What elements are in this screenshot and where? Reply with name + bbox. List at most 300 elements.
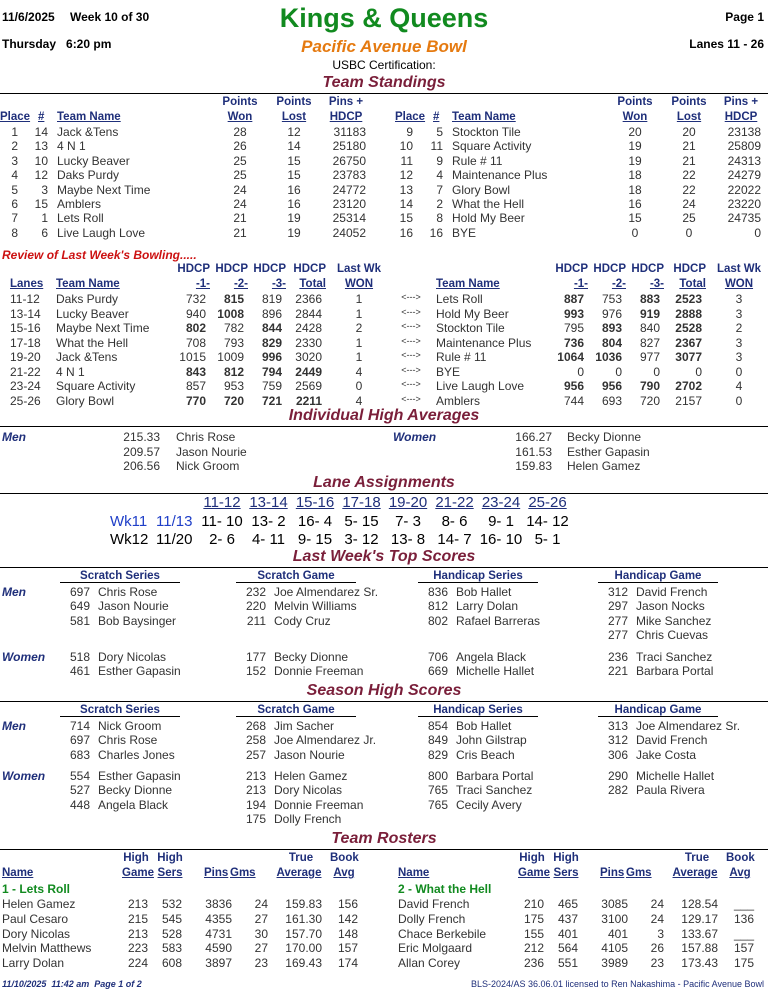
roster-games: 27 bbox=[254, 911, 268, 926]
header-book-average: Avg bbox=[729, 867, 751, 879]
standing-points-won: 18 bbox=[628, 182, 642, 197]
score-bowler-name: Bob Hallet bbox=[456, 585, 512, 599]
standing-team-name: Lucky Beaver bbox=[57, 153, 130, 168]
standing-team-number: 1 bbox=[41, 211, 48, 226]
standing-team-name: Square Activity bbox=[452, 139, 532, 154]
page-number: Page 1 bbox=[725, 10, 764, 24]
lane-assignment: 11- 10 bbox=[201, 513, 243, 530]
header-hdcp: HDCP bbox=[253, 263, 286, 275]
divider bbox=[0, 701, 768, 702]
versus-arrow: <---> bbox=[401, 292, 421, 302]
report-date: 11/6/2025 bbox=[2, 10, 55, 24]
score-bowler-name: Rafael Barreras bbox=[456, 613, 541, 628]
standing-points-lost: 21 bbox=[682, 139, 696, 154]
standing-team-number: 9 bbox=[436, 153, 443, 168]
standing-points-lost: 16 bbox=[287, 197, 301, 211]
score-value: 213 bbox=[245, 783, 266, 798]
header-number: # bbox=[433, 111, 440, 123]
review-score: 744 bbox=[563, 393, 584, 408]
average-bowler-name: Chris Rose bbox=[176, 430, 236, 444]
header-hdcp: HDCP bbox=[593, 263, 626, 275]
standing-points-lost: 16 bbox=[287, 182, 301, 197]
roster-bowler-name: Larry Dolan bbox=[2, 956, 65, 971]
score-bowler-name: Cecily Avery bbox=[456, 797, 522, 812]
roster-bowler-name: Helen Gamez bbox=[2, 897, 76, 911]
score-category-header: Scratch Series bbox=[60, 704, 180, 717]
review-score: 1036 bbox=[595, 350, 622, 364]
score-value: 152 bbox=[245, 664, 266, 679]
review-score: 829 bbox=[261, 335, 282, 350]
roster-pins: 3989 bbox=[601, 956, 628, 971]
review-won: 4 bbox=[735, 379, 743, 393]
roster-true-average: 129.17 bbox=[681, 911, 718, 926]
roster-games: 23 bbox=[254, 956, 268, 971]
review-score: 720 bbox=[639, 393, 660, 408]
review-won: 0 bbox=[735, 393, 743, 408]
roster-bowler-name: Chace Berkebile bbox=[398, 926, 487, 941]
header-points-lost: Lost bbox=[676, 111, 702, 123]
versus-arrow: <---> bbox=[401, 364, 421, 375]
lane-assignment: 8- 6 bbox=[441, 513, 468, 530]
header-high-series: High bbox=[157, 852, 183, 864]
review-score: 782 bbox=[223, 321, 244, 335]
review-score: 1015 bbox=[179, 350, 206, 364]
lane-pair-header: 21-22 bbox=[435, 494, 474, 511]
lane-assignment: 14- 7 bbox=[437, 531, 472, 548]
score-bowler-name: Chris Rose bbox=[98, 733, 158, 748]
score-bowler-name: Traci Sanchez bbox=[456, 783, 533, 798]
standing-place: 14 bbox=[399, 197, 413, 211]
divider bbox=[0, 426, 768, 427]
header-points-lost: Lost bbox=[281, 111, 307, 123]
review-score: 2528 bbox=[675, 321, 702, 335]
league-name: Kings & Queens bbox=[279, 3, 489, 33]
header-book-average: Avg bbox=[333, 867, 355, 879]
score-value: 290 bbox=[607, 769, 628, 783]
review-won: 1 bbox=[355, 350, 363, 364]
roster-pins: 4105 bbox=[601, 941, 628, 956]
standing-points-won: 16 bbox=[628, 197, 642, 211]
lane-assignment: 5- 1 bbox=[534, 531, 561, 548]
review-score: 2211 bbox=[295, 393, 322, 408]
lane-assignment: 2- 6 bbox=[209, 531, 235, 548]
score-bowler-name: Dolly French bbox=[274, 811, 342, 826]
standing-team-number: 16 bbox=[429, 225, 443, 240]
score-value: 554 bbox=[69, 769, 90, 783]
average-value: 159.83 bbox=[515, 459, 552, 473]
review-score: 953 bbox=[223, 379, 244, 393]
score-value: 518 bbox=[69, 650, 90, 664]
score-value: 297 bbox=[607, 599, 628, 614]
review-score: 736 bbox=[563, 335, 584, 350]
standing-points-won: 0 bbox=[631, 225, 639, 240]
review-team-name: Daks Purdy bbox=[56, 292, 119, 306]
header-pins-hdcp: HDCP bbox=[724, 111, 758, 123]
roster-high-game: 175 bbox=[523, 911, 544, 926]
standing-place: 7 bbox=[11, 211, 18, 226]
standing-pins-hdcp: 24052 bbox=[332, 225, 366, 240]
standing-pins-hdcp: 24735 bbox=[727, 211, 761, 226]
standing-team-name: Stockton Tile bbox=[452, 125, 521, 139]
score-value: 277 bbox=[607, 613, 628, 628]
lane-pair-header: 23-24 bbox=[481, 494, 521, 511]
women-label: Women bbox=[2, 650, 46, 664]
score-category-header: Scratch Series bbox=[60, 570, 180, 583]
roster-high-game: 213 bbox=[127, 897, 148, 911]
review-team-name: Maybe Next Time bbox=[56, 321, 150, 335]
review-score: 759 bbox=[261, 379, 282, 393]
score-bowler-name: Barbara Portal bbox=[456, 769, 534, 783]
roster-games: 26 bbox=[650, 941, 664, 956]
score-bowler-name: Jason Nourie bbox=[274, 747, 345, 762]
header-team-name: Team Name bbox=[57, 111, 121, 123]
standing-team-number: 11 bbox=[430, 139, 443, 154]
standing-points-lost: 15 bbox=[287, 168, 301, 183]
standing-team-number: 7 bbox=[436, 182, 443, 197]
standing-points-won: 24 bbox=[233, 182, 247, 197]
standing-team-number: 15 bbox=[34, 197, 48, 211]
roster-true-average: 128.54 bbox=[681, 897, 718, 911]
score-value: 268 bbox=[245, 719, 266, 733]
review-score: 919 bbox=[639, 306, 660, 321]
score-value: 697 bbox=[69, 585, 90, 599]
score-value: 282 bbox=[607, 783, 628, 798]
score-bowler-name: Joe Almendarez Sr. bbox=[274, 585, 379, 599]
header-points-lost: Points bbox=[276, 96, 312, 108]
review-team-name: Rule # 11 bbox=[436, 350, 487, 364]
standing-place: 2 bbox=[11, 139, 18, 154]
header-high-series: Sers bbox=[553, 867, 579, 879]
week-date: 11/20 bbox=[156, 531, 193, 548]
header-hdcp: -3- bbox=[649, 278, 664, 290]
standing-points-won: 19 bbox=[628, 139, 642, 154]
standing-team-name: Hold My Beer bbox=[452, 211, 525, 226]
roster-high-series: 551 bbox=[557, 956, 578, 971]
review-score: 804 bbox=[601, 335, 622, 350]
score-value: 854 bbox=[427, 719, 448, 733]
header-games: Gms bbox=[230, 867, 256, 879]
score-value: 649 bbox=[69, 599, 90, 614]
review-score: 996 bbox=[261, 350, 282, 364]
review-won: 2 bbox=[735, 321, 743, 335]
roster-true-average: 161.30 bbox=[285, 911, 322, 926]
score-value: 213 bbox=[245, 769, 266, 783]
roster-book-average: 148 bbox=[337, 926, 358, 941]
lane-pair-header: 19-20 bbox=[388, 494, 428, 511]
review-lanes: 23-24 bbox=[10, 379, 41, 393]
roster-games: 24 bbox=[650, 911, 664, 926]
score-value: 527 bbox=[69, 783, 90, 798]
lane-pair-header: 17-18 bbox=[342, 494, 381, 511]
standing-points-won: 25 bbox=[233, 153, 247, 168]
men-label: Men bbox=[2, 430, 26, 444]
review-score: 827 bbox=[639, 335, 660, 350]
score-bowler-name: Larry Dolan bbox=[456, 599, 519, 614]
standing-place: 6 bbox=[11, 197, 18, 211]
standing-pins-hdcp: 23783 bbox=[332, 168, 366, 183]
standing-team-name: Maintenance Plus bbox=[452, 168, 548, 183]
header-points-won: Points bbox=[222, 96, 258, 108]
header-last-week: Last Wk bbox=[716, 263, 762, 275]
score-value: 802 bbox=[427, 613, 448, 628]
review-score: 857 bbox=[185, 379, 206, 393]
week-date: 11/13 bbox=[156, 513, 193, 530]
roster-pins: 401 bbox=[607, 926, 628, 941]
header-hdcp: -2- bbox=[233, 278, 248, 290]
standing-place: 5 bbox=[11, 182, 18, 197]
versus-arrow: <---> bbox=[401, 321, 421, 331]
review-score: 2366 bbox=[295, 292, 322, 306]
header-true-average: True bbox=[684, 852, 710, 864]
roster-high-game: 155 bbox=[523, 926, 544, 941]
score-value: 714 bbox=[69, 719, 90, 733]
header-pins-hdcp: Pins + bbox=[723, 96, 759, 108]
roster-high-series: 437 bbox=[557, 911, 578, 926]
score-value: 669 bbox=[427, 664, 448, 679]
roster-pins: 3085 bbox=[601, 897, 628, 911]
standing-points-lost: 22 bbox=[682, 182, 696, 197]
roster-true-average: 169.43 bbox=[285, 956, 322, 971]
score-value: 175 bbox=[245, 811, 266, 826]
score-value: 581 bbox=[69, 613, 90, 628]
roster-high-series: 528 bbox=[161, 926, 182, 941]
lanes-range: Lanes 11 - 26 bbox=[689, 37, 764, 51]
standings-title: Team Standings bbox=[322, 74, 446, 91]
roster-book-average: 142 bbox=[337, 911, 358, 926]
roster-book-average: 157 bbox=[733, 941, 754, 956]
standing-place: 9 bbox=[406, 125, 413, 139]
average-bowler-name: Helen Gamez bbox=[567, 459, 641, 473]
header-high-series: High bbox=[553, 852, 579, 864]
review-score: 795 bbox=[563, 321, 584, 335]
score-bowler-name: Paula Rivera bbox=[636, 783, 705, 798]
review-score: 2888 bbox=[675, 306, 702, 321]
header-true-average: Average bbox=[276, 867, 322, 879]
roster-true-average: 173.43 bbox=[681, 956, 718, 971]
average-value: 166.27 bbox=[515, 430, 552, 444]
divider bbox=[0, 493, 768, 494]
standing-points-lost: 20 bbox=[682, 125, 696, 139]
review-score: 793 bbox=[223, 335, 244, 350]
header-hdcp: Total bbox=[679, 278, 706, 290]
header-pins: Pins bbox=[600, 867, 625, 879]
standing-pins-hdcp: 24279 bbox=[727, 168, 761, 183]
average-value: 209.57 bbox=[123, 444, 160, 459]
review-score: 3020 bbox=[295, 350, 322, 364]
standing-points-won: 18 bbox=[628, 168, 642, 183]
standing-team-name: BYE bbox=[452, 225, 477, 240]
score-bowler-name: Esther Gapasin bbox=[98, 769, 181, 783]
score-value: 194 bbox=[245, 797, 266, 812]
standing-pins-hdcp: 24313 bbox=[727, 153, 761, 168]
review-lanes: 11-12 bbox=[10, 292, 40, 306]
roster-bowler-name: David French bbox=[398, 897, 470, 911]
standing-pins-hdcp: 0 bbox=[754, 225, 761, 240]
score-bowler-name: Mike Sanchez bbox=[636, 613, 712, 628]
roster-high-series: 401 bbox=[557, 926, 578, 941]
score-value: 236 bbox=[607, 650, 628, 664]
review-won: 3 bbox=[735, 292, 743, 306]
review-score: 893 bbox=[601, 321, 622, 335]
score-bowler-name: Jim Sacher bbox=[274, 719, 335, 733]
review-score: 812 bbox=[223, 364, 244, 379]
review-score: 0 bbox=[615, 364, 622, 379]
review-lanes: 17-18 bbox=[10, 335, 41, 350]
score-category-header: Handicap Series bbox=[418, 704, 538, 717]
score-value: 697 bbox=[69, 733, 90, 748]
versus-arrow: <---> bbox=[401, 350, 421, 360]
roster-true-average: 159.83 bbox=[285, 897, 322, 911]
score-value: 257 bbox=[245, 747, 266, 762]
review-team-name: 4 N 1 bbox=[56, 364, 85, 379]
standing-team-name: Lets Roll bbox=[57, 211, 104, 226]
roster-book-average: ___ bbox=[733, 926, 754, 941]
score-value: 232 bbox=[245, 585, 266, 599]
review-score: 720 bbox=[223, 393, 244, 408]
review-score: 2428 bbox=[295, 321, 322, 335]
score-bowler-name: Dory Nicolas bbox=[98, 650, 167, 664]
header-place: Place bbox=[0, 111, 31, 123]
standing-points-lost: 24 bbox=[682, 197, 696, 211]
standing-place: 11 bbox=[400, 153, 413, 168]
standing-pins-hdcp: 24772 bbox=[332, 182, 366, 197]
score-value: 836 bbox=[427, 585, 448, 599]
review-won: 3 bbox=[735, 335, 743, 350]
standing-points-lost: 12 bbox=[287, 125, 301, 139]
lane-assignment: 5- 15 bbox=[344, 513, 379, 530]
roster-true-average: 170.00 bbox=[285, 941, 322, 956]
score-bowler-name: Jake Costa bbox=[636, 747, 697, 762]
roster-true-average: 133.67 bbox=[681, 926, 718, 941]
review-score: 2449 bbox=[295, 364, 322, 379]
score-bowler-name: Helen Gamez bbox=[274, 769, 348, 783]
roster-high-game: 210 bbox=[523, 897, 544, 911]
roster-true-average: 157.88 bbox=[681, 941, 718, 956]
header-hdcp: -3- bbox=[271, 278, 286, 290]
lane-assignments-title: Lane Assignments bbox=[313, 474, 455, 491]
review-score: 0 bbox=[695, 364, 702, 379]
roster-high-game: 223 bbox=[127, 941, 148, 956]
review-score: 3077 bbox=[675, 350, 702, 364]
header-team-name: Team Name bbox=[452, 111, 516, 123]
standing-team-name: Maybe Next Time bbox=[57, 182, 151, 197]
score-category-header: Scratch Game bbox=[236, 570, 356, 583]
header-team-name: Team Name bbox=[436, 278, 500, 290]
season-high-title: Season High Scores bbox=[306, 682, 462, 699]
review-score: 896 bbox=[261, 306, 282, 321]
divider bbox=[0, 849, 768, 850]
standing-team-number: 2 bbox=[436, 197, 443, 211]
review-score: 0 bbox=[653, 364, 660, 379]
review-score: 815 bbox=[223, 292, 244, 306]
versus-arrow: <---> bbox=[401, 306, 421, 317]
review-won: 3 bbox=[735, 350, 743, 364]
standing-points-lost: 19 bbox=[287, 211, 301, 226]
footer-license: BLS-2024/AS 36.06.01 licensed to Ren Nakashima - Pacific Avenue Bowl bbox=[470, 979, 764, 989]
roster-book-average: 156 bbox=[337, 897, 358, 911]
review-score: 2569 bbox=[295, 379, 322, 393]
score-bowler-name: Chris Cuevas bbox=[636, 627, 709, 642]
review-team-name: Hold My Beer bbox=[436, 306, 509, 321]
header-high-game: Game bbox=[122, 867, 154, 879]
header-points-won: Won bbox=[622, 111, 648, 123]
standing-team-name: What the Hell bbox=[452, 197, 525, 211]
review-score: 708 bbox=[185, 335, 206, 350]
standing-points-won: 21 bbox=[233, 225, 247, 240]
standing-points-won: 25 bbox=[233, 168, 247, 183]
review-team-name: Lets Roll bbox=[436, 292, 483, 306]
score-bowler-name: Barbara Portal bbox=[636, 664, 714, 679]
header-book-average: Book bbox=[726, 852, 755, 864]
standing-points-lost: 21 bbox=[682, 153, 696, 168]
score-bowler-name: Bob Hallet bbox=[456, 719, 512, 733]
review-team-name: Lucky Beaver bbox=[56, 306, 129, 321]
header-place: Place bbox=[395, 111, 426, 123]
review-team-name: BYE bbox=[436, 364, 461, 379]
standing-pins-hdcp: 26750 bbox=[332, 153, 366, 168]
standing-team-name: Glory Bowl bbox=[452, 182, 511, 197]
review-lanes: 21-22 bbox=[10, 364, 41, 379]
review-won: 4 bbox=[355, 364, 363, 379]
standing-team-number: 3 bbox=[41, 182, 48, 197]
lane-assignment: 7- 3 bbox=[395, 513, 421, 530]
review-score: 976 bbox=[601, 306, 622, 321]
standing-place: 16 bbox=[399, 225, 413, 240]
lane-pair-header: 13-14 bbox=[249, 494, 288, 511]
review-score: 802 bbox=[185, 321, 206, 335]
header-team-name: Team Name bbox=[56, 278, 120, 290]
lane-assignment: 14- 12 bbox=[526, 513, 569, 530]
review-score: 2330 bbox=[295, 335, 322, 350]
standing-place: 1 bbox=[11, 125, 18, 139]
header-last-week-won: WON bbox=[344, 278, 374, 290]
review-won: 1 bbox=[355, 335, 363, 350]
score-value: 306 bbox=[607, 747, 628, 762]
review-score: 844 bbox=[261, 321, 282, 335]
roster-games: 23 bbox=[650, 956, 664, 971]
score-value: 829 bbox=[427, 747, 448, 762]
roster-pins: 4355 bbox=[205, 911, 232, 926]
standing-place: 4 bbox=[11, 168, 18, 183]
review-team-name: What the Hell bbox=[56, 335, 129, 350]
roster-pins: 3897 bbox=[205, 956, 232, 971]
roster-pins: 3836 bbox=[205, 897, 232, 911]
header-high-game: High bbox=[519, 852, 545, 864]
review-score: 956 bbox=[601, 379, 622, 393]
header-book-average: Book bbox=[330, 852, 359, 864]
roster-book-average: 175 bbox=[733, 956, 754, 971]
header-number: # bbox=[38, 111, 45, 123]
review-score: 693 bbox=[601, 393, 622, 408]
score-bowler-name: Michelle Hallet bbox=[456, 664, 535, 679]
review-won: 3 bbox=[735, 306, 743, 321]
score-category-header: Handicap Game bbox=[598, 704, 718, 717]
review-won: 1 bbox=[355, 292, 363, 306]
score-value: 211 bbox=[246, 613, 266, 628]
standing-team-number: 5 bbox=[436, 125, 443, 139]
women-label: Women bbox=[2, 769, 46, 783]
review-score: 721 bbox=[261, 393, 282, 408]
roster-pins: 4731 bbox=[205, 926, 232, 941]
score-value: 765 bbox=[427, 797, 448, 812]
standing-team-name: Daks Purdy bbox=[57, 168, 120, 183]
review-lanes: 15-16 bbox=[10, 321, 41, 335]
header-points-lost: Points bbox=[671, 96, 707, 108]
footer-timestamp: 11/10/2025 11:42 am Page 1 of 2 bbox=[2, 979, 142, 989]
header-hdcp: HDCP bbox=[215, 263, 248, 275]
lane-assignment: 3- 12 bbox=[344, 531, 379, 548]
score-bowler-name: Joe Almendarez Jr. bbox=[274, 733, 377, 748]
